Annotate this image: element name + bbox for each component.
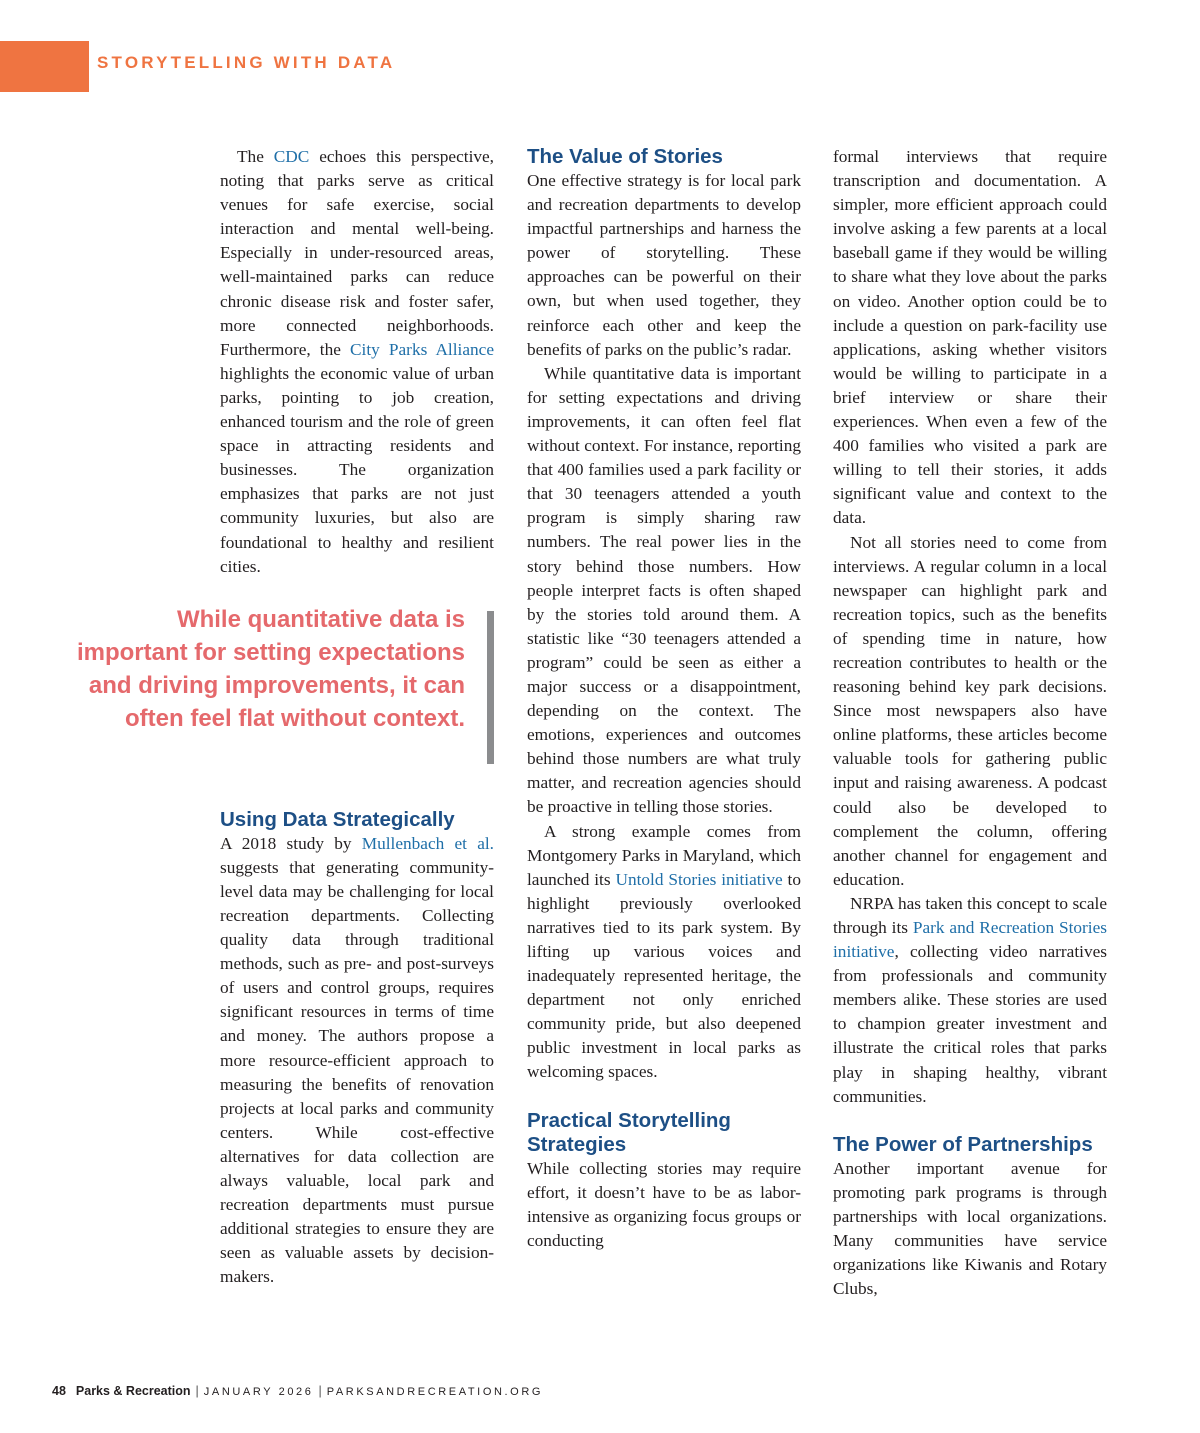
pull-quote: While quantitative data is important for setting expectations and driving improvements, it can often feel flat without context.	[76, 606, 465, 732]
issue-date: JANUARY 2026	[203, 1386, 314, 1398]
column-3	[833, 145, 1107, 1301]
magazine-name: Parks & Recreation	[75, 1384, 191, 1398]
pull-quote-bar	[487, 611, 494, 764]
city-parks-alliance-link[interactable]: City Parks Alliance	[350, 339, 494, 359]
page-number: 48	[52, 1384, 66, 1398]
paragraph: Not all stories need to come from interviews. A regular column in a local newspaper can highlight park and recreation topics, such as the benefits of spending time in nature, how recreation contributes to health or the reasoning behind key park decisions. Since most newspapers also have online platforms, these articles become valuable tools for gathering public input and raising awareness. A podcast could also be developed to complement the column, offering another channel for engagement and education.	[833, 532, 1107, 889]
paragraph: Another important avenue for promoting park programs is through partnerships with local organizations. Many communities have service organizations like Kiwanis and Rotary Clubs,	[833, 1158, 1107, 1299]
paragraph: formal interviews that require transcription and documentation. A simpler, more efficient approach could involve asking a few parents at a local baseball game if they would be willing to share what they love about the parks on video. Another option could be to include a question on park-facility use applications, asking whether visitors would be willing to participate in a brief interview or share their experiences. When even a few of the 400 families who visited a park are willing to tell their stories, it adds significant value and context to the data.	[833, 147, 1107, 528]
website-link[interactable]: PARKSANDRECREATION.ORG	[326, 1386, 544, 1398]
paragraph: While collecting stories may require effort, it doesn’t have to be as labor-intensive as organizing focus groups or conducting	[527, 1158, 801, 1250]
heading-practical-storytelling: Practical Storytelling Strategies	[527, 1108, 731, 1156]
heading-value-of-stories: The Value of Stories	[527, 145, 723, 168]
paragraph: NRPA has taken this concept to scale through its Park and Recreation Stories initiative, collecting video narratives from professionals and community members alike. These stories are used to champion greater investment and illustrate the critical roles that parks play in shaping healthy, vibrant communities.	[833, 893, 1107, 1106]
paragraph: One effective strategy is for local park and recreation departments to develop impactful partnerships and harness the power of storytelling. These approaches can be powerful on their own, but when used together, they reinforce each other and keep the benefits of parks on the public’s radar.	[527, 171, 801, 359]
paragraph: A strong example comes from Montgomery Parks in Maryland, which launched its Untold Stories initiative to highlight previously overlooked narratives tied to its park system. By lifting up various voices and inadequately represented heritage, the department not only enriched community pride, but also deepened public investment in local parks as welcoming spaces.	[527, 821, 801, 1082]
paragraph: While quantitative data is important for setting expectations and driving improvements, it can often feel flat without context. For instance, reporting that 400 families used a park facility or that 30 teenagers attended a youth program is simply sharing raw numbers. The real power lies in the story behind those numbers. How people interpret facts is often shaped by the stories told around them. A statistic like “30 teenagers attended a program” could be seen as either a major success or a disappointment, depending on the context. The emotions, experiences and outcomes behind those numbers are what truly matter, and recreation agencies should be proactive in telling those stories.	[527, 363, 801, 817]
column-2	[527, 145, 801, 1253]
paragraph: A 2018 study by Mullenbach et al. suggests that generating community-level data may be challenging for local recreation departments. Collecting quality data through traditional methods, such as pre- and post-surveys of users and control groups, requires significant resources in terms of time and money. The authors propose a more resource-efficient approach to measuring the benefits of renovation projects at local parks and community centers. While cost-effective alternatives for data collection are always valuable, local park and recreation departments must pursue additional strategies to ensure they are seen as valuable assets by decision-makers.	[220, 833, 494, 1287]
section-label: STORYTELLING WITH DATA	[97, 53, 396, 72]
footer-separator: |	[195, 1384, 199, 1398]
heading-power-of-partnerships: The Power of Partnerships	[833, 1132, 1093, 1156]
paragraph: The CDC echoes this perspective, noting that parks serve as critical venues for safe exercise, social interaction and mental well-being. Especially in under-resourced areas, well-maintained parks can reduce chronic disease risk and foster safer, more connected neighborhoods. Furthermore, the City Parks Alliance highlights the economic value of urban parks, pointing to job creation, enhanced tourism and the role of green space in attracting residents and businesses. The organization emphasizes that parks are not just community luxuries, but also are foundational to healthy and resilient cities.	[220, 147, 494, 576]
cdc-link[interactable]: CDC	[273, 147, 310, 166]
mullenbach-link[interactable]: Mullenbach et al.	[361, 833, 494, 853]
heading-using-data-strategically: Using Data Strategically	[220, 807, 455, 831]
footer-separator: |	[318, 1384, 322, 1398]
park-recreation-stories-link[interactable]: Park and Recreation Stories initiative	[833, 918, 1107, 962]
section-color-tab	[0, 41, 89, 92]
page-footer	[52, 1384, 543, 1398]
untold-stories-link[interactable]: Untold Stories initiative	[615, 869, 783, 889]
